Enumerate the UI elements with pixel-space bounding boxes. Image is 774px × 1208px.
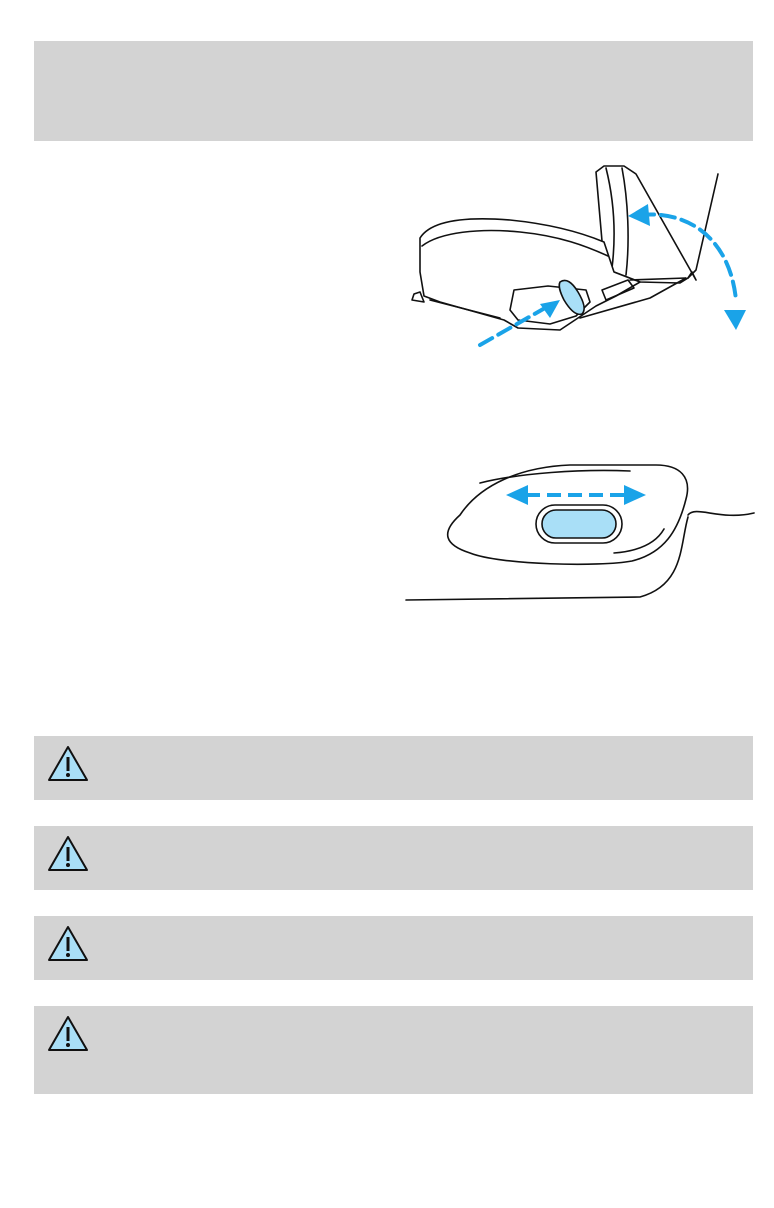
warning-box	[34, 1006, 753, 1094]
header-band	[34, 41, 753, 141]
warning-triangle-icon	[46, 1014, 90, 1054]
warning-triangle-icon	[46, 834, 90, 874]
warning-box	[34, 736, 753, 800]
seat-recline-illustration	[400, 160, 774, 360]
seat-switch-illustration	[400, 455, 774, 610]
warning-triangle-icon	[46, 924, 90, 964]
warning-box	[34, 916, 753, 980]
warning-box	[34, 826, 753, 890]
warning-triangle-icon	[46, 744, 90, 784]
